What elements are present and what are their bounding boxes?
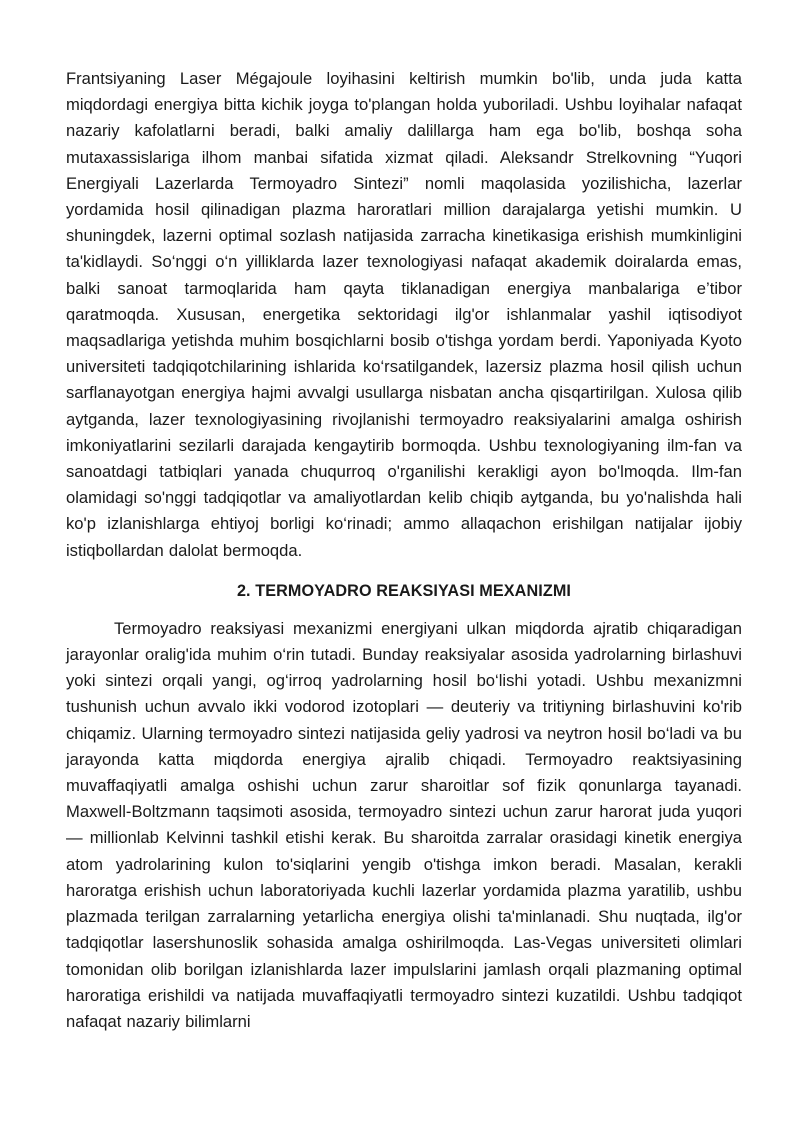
body-paragraph-1: Frantsiyaning Laser Mégajoule loyihasini keltirish mumkin bo'lib, unda juda katta miqdordagi energiya bitta kichik joyga to'plangan holda yuboriladi. Ushbu loyihalar nafaqat nazariy kafolatlarni beradi, balki amaliy dalillarga ham ega bo'lib, boshqa soha mutaxassislariga ilhom manbai sifatida xizmat qiladi. Aleksandr Strelkovning “Yuqori Energiyali Lazerlarda Termoyadro Sintezi” nomli maqolasida yozilishicha, lazerlar yordamida hosil qilinadigan plazma haroratlari million darajalarga yetishi mumkin. U shuningdek, lazerni optimal sozlash natijasida zarracha kinetikasiga erishish mumkinligini ta'kidlaydi. So‘nggi o‘n yilliklarda lazer texnologiyasi nafaqat akademik doiralarda emas, balki sanoat tarmoqlarida ham qayta tiklanadigan energiya manbalariga e’tibor qaratmoqda. Xususan, energetika sektoridagi ilg'or ishlanmalar yashil iqtisodiyot maqsadlariga yetishda muhim bosqichlarni bosib o'tishga yordam berdi. Yaponiyada Kyoto universiteti tadqiqotchilarining ishlarida ko‘rsatilgandek, lazersiz plazma hosil qilish uchun sarflanayotgan energiya hajmi avvalgi usullarga nisbatan ancha qisqartirilgan. Xulosa qilib aytganda, lazer texnologiyasining rivojlanishi termoyadro reaksiyalarini amalga oshirish imkoniyatlarini sezilarli darajada kengaytirib bormoqda. Ushbu texnologiyaning ilm-fan va sanoatdagi tatbiqlari yanada chuqurroq o'rganilishi kerakligi ayon bo'lmoqda. Ilm-fan olamidagi so'nggi tadqiqotlar va amaliyotlardan kelib chiqib aytganda, bu yo'nalishda hali ko'p izlanishlarga ehtiyoj borligi ko‘rinadi; ammo allaqachon erishilgan natijalar ijobiy istiqbollardan dalolat bermoqda.	[66, 69, 742, 560]
document-page	[66, 66, 742, 1035]
section-heading: 2. TERMOYADRO REAKSIYASI MEXANIZMI	[236, 581, 572, 600]
body-paragraph-2: Termoyadro reaksiyasi mexanizmi energiyani ulkan miqdorda ajratib chiqaradigan jarayonlar oralig'ida muhim o‘rin tutadi. Bunday reaksiyalar asosida yadrolarning birlashuvi yoki sintezi orqali yangi, og‘irroq yadrolarning hosil bo‘lishi yotadi. Ushbu mexanizmni tushunish uchun avvalo ikki vodorod izotoplari — deuteriy va tritiyning birlashuvini ko'rib chiqamiz. Ularning termoyadro sintezi natijasida geliy yadrosi va neytron hosil bo‘ladi va bu jarayonda katta miqdorda energiya ajralib chiqadi. Termoyadro reaktsiyasining muvaffaqiyatli amalga oshishi uchun zarur sharoitlar sof fizik qonunlarga tayanadi. Maxwell-Boltzmann taqsimoti asosida, termoyadro sintezi uchun zarur harorat juda yuqori — millionlab Kelvinni tashkil etishi kerak. Bu sharoitda zarralar orasidagi kinetik energiya atom yadrolarining kulon to'siqlarini yengib o'tishga imkon beradi. Masalan, kerakli haroratga erishish uchun laboratoriyada kuchli lazerlar yordamida plazma yaratilib, ushbu plazmada terilgan zarralarning yetarlicha energiya olishi ta'minlanadi. Shu nuqtada, ilg'or tadqiqotlar lasershunoslik sohasida amalga oshirilmoqda. Las-Vegas universiteti olimlari tomonidan olib borilgan izlanishlarda lazer impulslarini jamlash orqali plazmaning optimal haroratiga erishildi va natijada muvaffaqiyatli termoyadro sintezi kuzatildi. Ushbu tadqiqot nafaqat nazariy bilimlarni	[66, 618, 742, 1031]
